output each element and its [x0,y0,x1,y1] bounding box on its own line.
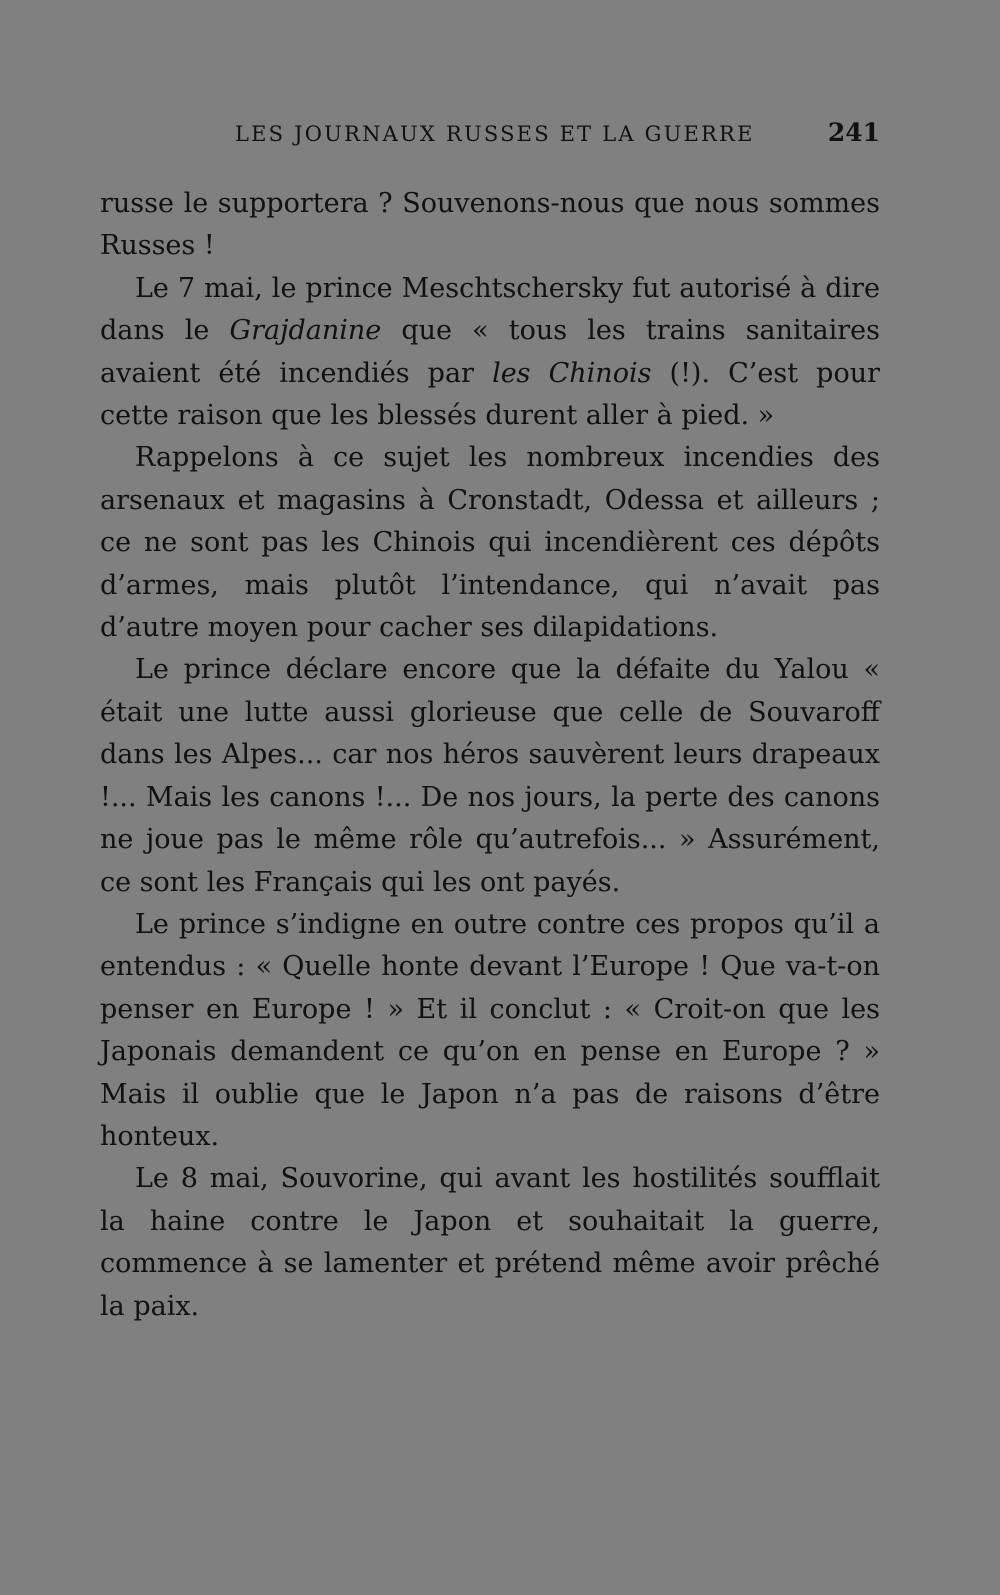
paragraph-2 [100,268,880,438]
text-segment: Le prince déclare encore que la défaite du Yalou « était une lutte aussi glorieuse que celle de Souvaroff dans les Alpes... car nos héros sauvèrent leurs drapeaux !... Mais les canons !... De nos jours, la perte des canons ne joue pas le même rôle qu’autrefois... » Assurément, ce sont les Français qui les ont payés. [100,654,880,898]
italic-phrase: les Chinois [492,357,652,389]
text-segment: Rappelons à ce sujet les nombreux incendies des arsenaux et magasins à Cronstadt, Odessa et ailleurs ; ce ne sont pas les Chinois qui incendièrent ces dépôts d’armes, mais plutôt l’intendance, qui n’avait pas d’autre moyen pour cacher ses dilapidations. [100,442,880,644]
text-segment: Le 7 mai, le prince Meschtschersky fut autorisé à dire dans le [100,272,880,347]
body-text [100,183,880,1328]
running-title: LES JOURNAUX RUSSES ET LA GUERRE [235,122,755,146]
paragraph-1 [100,183,880,268]
page-number: 241 [827,118,880,147]
text-segment: que « tous les trains sanitaires avaient été incendiés par [100,315,880,389]
running-head [100,118,880,158]
text-segment: (!). C’est pour cette raison que les blessés durent aller à pied. » [100,357,881,432]
text-segment: Le prince s’indigne en outre contre ces propos qu’il a entendus : « Quelle honte devant l’Europe ! Que va-t-on penser en Europe ! » Et il conclut : « Croit-on que les Japonais demandent ce qu’on en pense en Europe ? » Mais il oublie que le Japon n’a pas de raisons d’être honteux. [100,908,880,1152]
journal-title: Grajdanine [229,315,382,347]
paragraph-6 [100,1158,880,1328]
text-segment: Le 8 mai, Souvorine, qui avant les hostilités soufflait la haine contre le Japon et souhaitait la guerre, commence à se lamenter et prétend même avoir prêché la paix. [100,1163,880,1322]
paragraph-5 [100,904,880,1158]
paragraph-3 [100,437,880,649]
paragraph-4 [100,649,880,903]
text-segment: russe le supportera ? Souvenons-nous que nous sommes Russes ! [100,188,880,262]
